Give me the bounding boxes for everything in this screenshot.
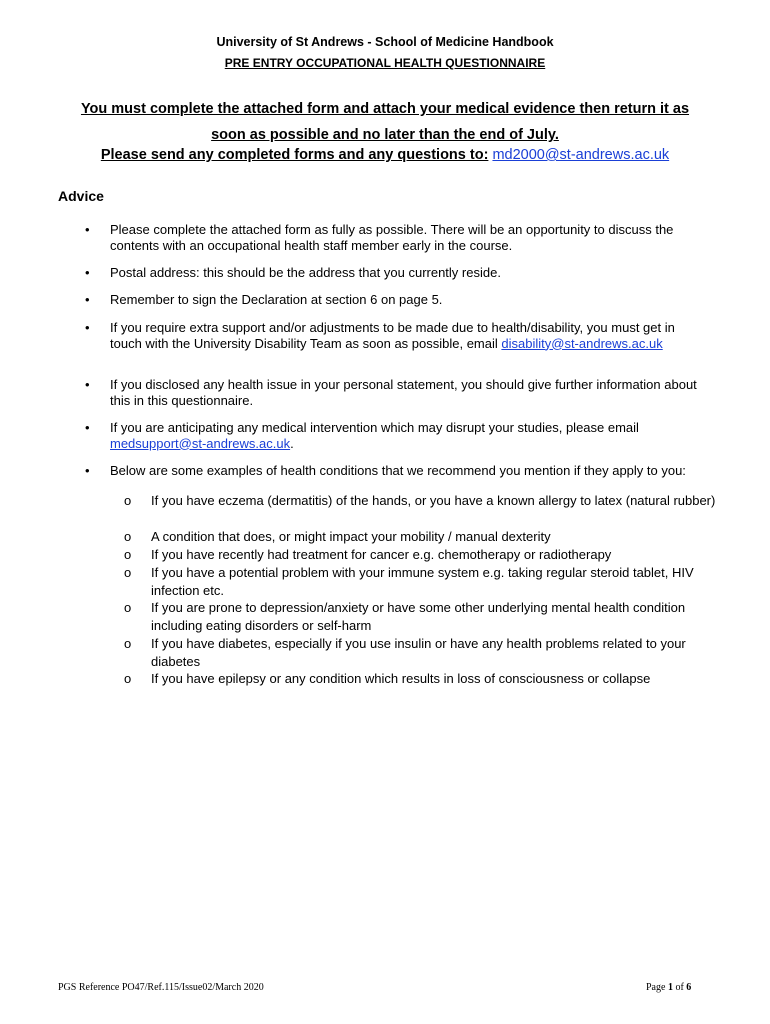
notice-line-2: soon as possible and no later than the end of July. [211, 127, 559, 143]
disability-email-link[interactable]: disability@st-andrews.ac.uk [501, 335, 663, 351]
bullet-icon: • [85, 292, 90, 307]
questionnaire-title: PRE ENTRY OCCUPATIONAL HEALTH QUESTIONNAIRE [224, 56, 546, 70]
bullet-icon: • [85, 420, 90, 435]
sub-bullet-icon: o [124, 600, 132, 615]
advice-item-text: Remember to sign the Declaration at section 6 on page 5. [110, 292, 443, 307]
send-instructions [0, 147, 770, 163]
sub-item-text: A condition that does, or might impact your mobility / manual dexterity [151, 529, 551, 544]
page-number [646, 982, 691, 993]
bullet-icon: • [85, 463, 90, 478]
bullet-icon: • [85, 377, 90, 392]
advice-item-body: If you require extra support and/or adjustments to be made due to health/disability, you must get in touch with the University Disability Team as soon as possible, email [110, 320, 675, 351]
send-email-link[interactable]: md2000@st-andrews.ac.uk [492, 147, 670, 163]
sub-item-text: If you are prone to depression/anxiety or have some other underlying mental health condition including eating disorders or self-harm [151, 600, 686, 633]
sub-item-text: If you have diabetes, especially if you use insulin or have any health problems related to your diabetes [151, 636, 686, 669]
advice-item-text [110, 420, 710, 451]
advice-item-text [110, 320, 710, 351]
bullet-icon: • [85, 320, 90, 335]
sub-item-text: If you have epilepsy or any condition which results in loss of consciousness or collapse [151, 671, 651, 686]
sub-bullet-icon: o [124, 547, 132, 562]
advice-heading: Advice [58, 188, 104, 204]
bullet-icon: • [85, 222, 90, 237]
page-total: 6 [686, 982, 692, 993]
pgs-reference: PGS Reference PO47/Ref.115/Issue02/March 2020 [58, 982, 264, 993]
notice-line-1: You must complete the attached form and attach your medical evidence then return it as [80, 101, 690, 117]
advice-item-text: Postal address: this should be the address that you currently reside. [110, 265, 501, 280]
page-prefix: Page [646, 982, 668, 993]
page-current: 1 [667, 982, 673, 993]
medsupport-email-link[interactable]: medsupport@st-andrews.ac.uk [110, 435, 291, 451]
bullet-icon: • [85, 265, 90, 280]
sub-bullet-icon: o [124, 636, 132, 651]
advice-item-text: Please complete the attached form as fully as possible. There will be an opportunity to discuss the contents with an occupational health staff member early in the course. [110, 222, 674, 253]
page-mid: of [672, 982, 687, 993]
sub-bullet-icon: o [124, 493, 132, 508]
advice-item-end: . [290, 435, 294, 451]
return-notice [40, 96, 730, 148]
sub-bullet-icon: o [124, 529, 132, 544]
sub-bullet-icon: o [124, 565, 132, 580]
sub-item-text: If you have a potential problem with your immune system e.g. taking regular steroid tablet, HIV infection etc. [151, 565, 694, 598]
send-label: Please send any completed forms and any questions to: [100, 147, 489, 163]
sub-item-text: If you have eczema (dermatitis) of the hands, or you have a known allergy to latex (natural rubber) [151, 493, 716, 508]
sub-item-text: If you have recently had treatment for cancer e.g. chemotherapy or radiotherapy [151, 547, 612, 562]
advice-item-body: If you are anticipating any medical intervention which may disrupt your studies, please email [110, 420, 639, 435]
advice-item-text: If you disclosed any health issue in your personal statement, you should give further information about this in this questionnaire. [110, 377, 697, 408]
handbook-title: University of St Andrews - School of Medicine Handbook [216, 35, 554, 49]
advice-item-text: Below are some examples of health conditions that we recommend you mention if they apply to you: [110, 463, 686, 478]
sub-bullet-icon: o [124, 671, 132, 686]
